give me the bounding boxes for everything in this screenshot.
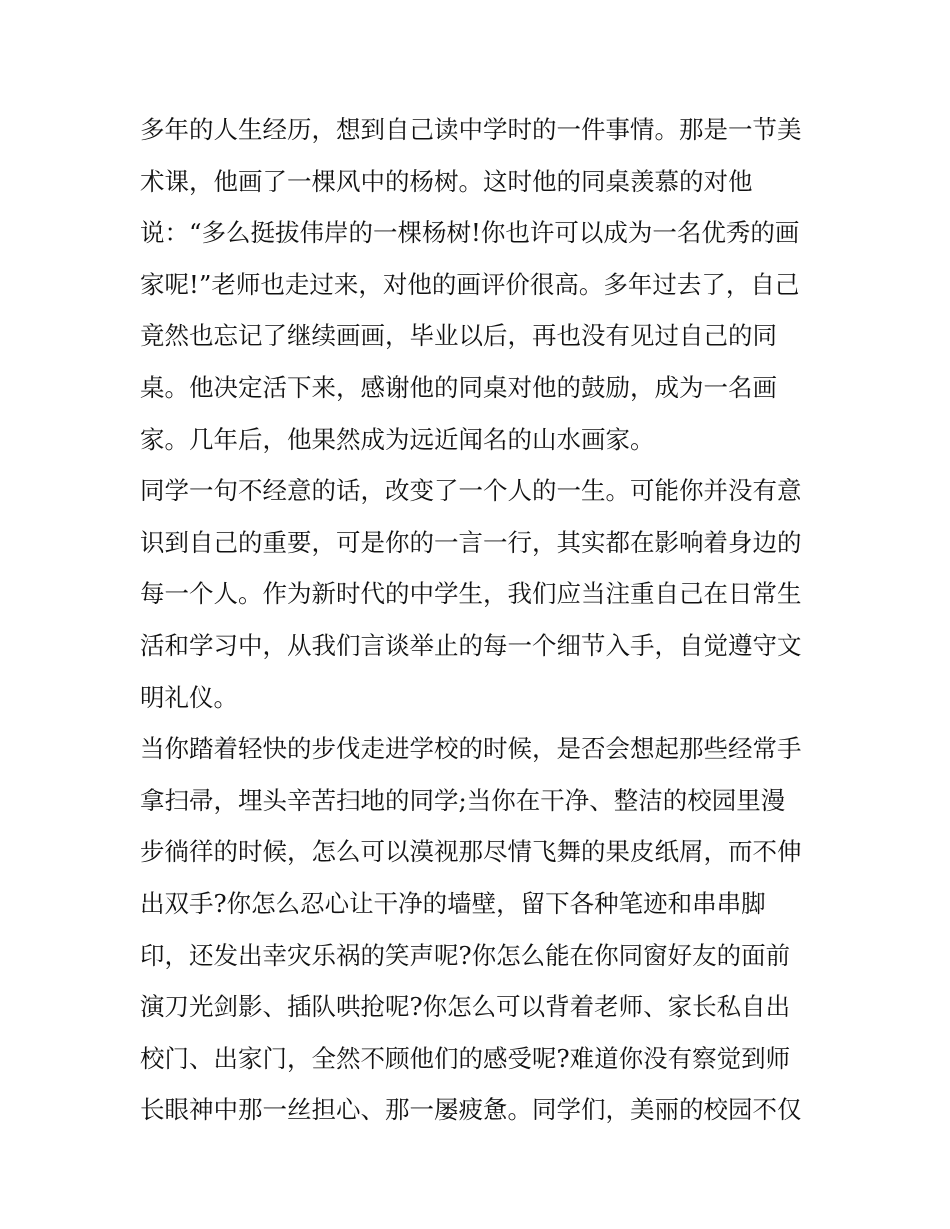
text-line: 明礼仪。 <box>140 682 238 712</box>
text-line: 家呢!”老师也走过来，对他的画评价很高。多年过去了，自己 <box>140 269 800 299</box>
text-line: 识到自己的重要，可是你的一言一行，其实都在影响着身边的 <box>140 527 802 557</box>
text-line: 竟然也忘记了继续画画，毕业以后，再也没有见过自己的同 <box>140 321 777 351</box>
text-line: 演刀光剑影、插队哄抢呢?你怎么可以背着老师、家长私自出 <box>140 992 791 1022</box>
text-line: 家。几年后，他果然成为远近闻名的山水画家。 <box>140 424 655 454</box>
text-line: 桌。他决定活下来，感谢他的同桌对他的鼓励，成为一名画 <box>140 372 777 402</box>
text-line: 说：“多么挺拔伟岸的一棵杨树!你也许可以成为一名优秀的画 <box>140 218 800 248</box>
text-line: 印，还发出幸灾乐祸的笑声呢?你怎么能在你同窗好友的面前 <box>140 940 791 970</box>
text-line: 校门、出家门，全然不顾他们的感受呢?难道你没有察觉到师 <box>140 1043 791 1073</box>
text-line: 每一个人。作为新时代的中学生，我们应当注重自己在日常生 <box>140 579 802 609</box>
text-line: 术课，他画了一棵风中的杨树。这时他的同桌羡慕的对他 <box>140 166 753 196</box>
text-line: 步徜徉的时候，怎么可以漠视那尽情飞舞的果皮纸屑，而不伸 <box>140 837 802 867</box>
text-line: 出双手?你怎么忍心让干净的墙壁，留下各种笔迹和串串脚 <box>140 888 766 918</box>
text-line: 多年的人生经历，想到自己读中学时的一件事情。那是一节美 <box>140 115 802 144</box>
text-line: 长眼神中那一丝担心、那一屡疲惫。同学们，美丽的校园不仅 <box>140 1095 802 1125</box>
text-line: 当你踏着轻快的步伐走进学校的时候，是否会想起那些经常手 <box>140 734 802 764</box>
text-line: 活和学习中，从我们言谈举止的每一个细节入手，自觉遵守文 <box>140 630 802 660</box>
text-line: 拿扫帚，埋头辛苦扫地的同学;当你在干净、整洁的校园里漫 <box>140 785 786 815</box>
text-line: 同学一句不经意的话，改变了一个人的一生。可能你并没有意 <box>140 476 802 506</box>
body-text <box>140 104 820 1136</box>
